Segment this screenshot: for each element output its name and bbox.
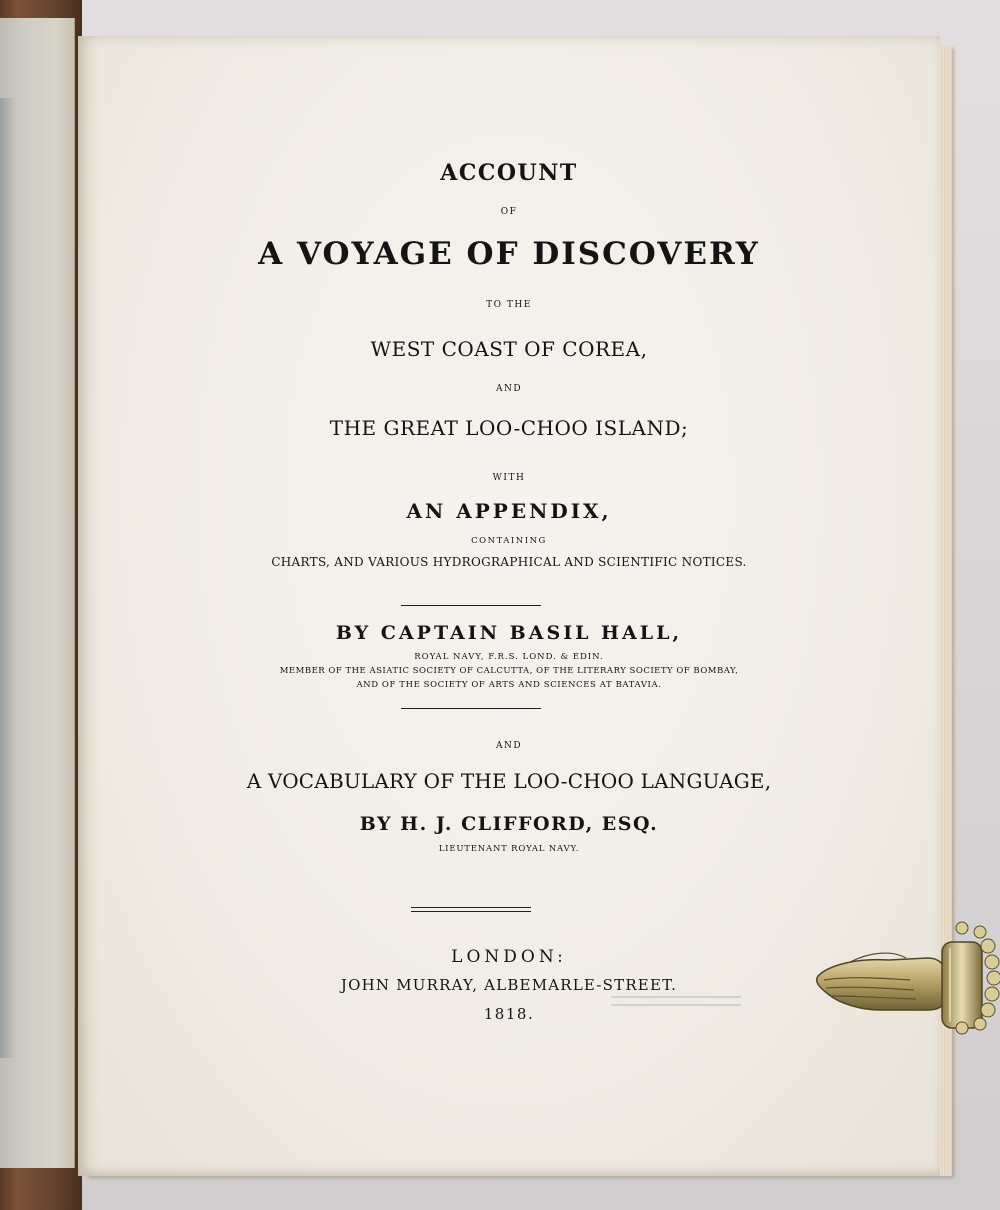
title-west-coast: WEST COAST OF COREA, bbox=[370, 337, 648, 361]
imprint-city: LONDON: bbox=[451, 947, 567, 967]
title-and-2: AND bbox=[495, 741, 523, 751]
offset-print-ghost bbox=[611, 990, 741, 1014]
divider-rule-2 bbox=[401, 708, 541, 709]
double-rule bbox=[411, 907, 531, 912]
title-great-island: THE GREAT LOO-CHOO ISLAND; bbox=[329, 416, 689, 440]
left-endpaper bbox=[0, 18, 75, 1168]
author-clifford: BY H. J. CLIFFORD, ESQ. bbox=[359, 813, 659, 835]
author-hall: BY CAPTAIN BASIL HALL, bbox=[335, 622, 683, 644]
title-account: ACCOUNT bbox=[440, 160, 578, 186]
title-charts: CHARTS, AND VARIOUS HYDROGRAPHICAL AND SCIENTIFIC NOTICES. bbox=[271, 555, 747, 569]
author-clifford-rank: LIEUTENANT ROYAL NAVY. bbox=[438, 844, 580, 854]
title-vocabulary: A VOCABULARY OF THE LOO-CHOO LANGUAGE, bbox=[246, 769, 772, 793]
title-with: WITH bbox=[492, 473, 526, 483]
brass-hand-page-holder-icon bbox=[810, 918, 1000, 1038]
title-of: OF bbox=[500, 207, 518, 217]
title-appendix: AN APPENDIX, bbox=[406, 499, 612, 523]
divider-rule-1 bbox=[401, 605, 541, 606]
author-hall-credentials: ROYAL NAVY, F.R.S. LOND. & EDIN. bbox=[414, 652, 604, 662]
title-containing: CONTAINING bbox=[471, 536, 547, 546]
title-and-1: AND bbox=[495, 384, 523, 394]
main-title: A VOYAGE OF DISCOVERY bbox=[258, 236, 760, 272]
imprint-publisher: JOHN MURRAY, ALBEMARLE-STREET. bbox=[340, 976, 678, 994]
author-hall-batavia: AND OF THE SOCIETY OF ARTS AND SCIENCES AT BATAVIA. bbox=[356, 680, 662, 690]
title-to-the: TO THE bbox=[486, 300, 532, 310]
imprint-year: 1818. bbox=[483, 1005, 535, 1023]
author-hall-memberships: MEMBER OF THE ASIATIC SOCIETY OF CALCUTTA, OF THE LITERARY SOCIETY OF BOMBAY, bbox=[279, 666, 739, 676]
